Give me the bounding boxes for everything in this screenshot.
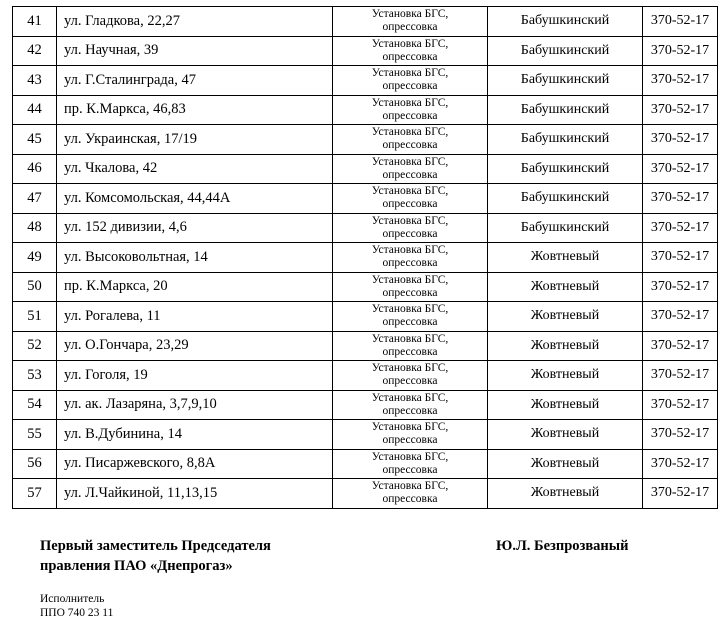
row-phone: 370-52-17	[643, 95, 718, 125]
row-work-type-line: опрессовка	[382, 257, 438, 270]
row-work-type-line: Установка БГС,	[371, 273, 449, 286]
gas-works-table	[12, 6, 718, 509]
table-row	[13, 479, 718, 509]
row-number: 53	[13, 361, 57, 391]
row-work-type-line: Установка БГС,	[371, 450, 449, 463]
row-work-type-line: Установка БГС,	[371, 126, 449, 139]
row-address: ул. Писаржевского, 8,8А	[57, 449, 333, 479]
row-number: 52	[13, 331, 57, 361]
table-row	[13, 154, 718, 184]
row-work-type-line: опрессовка	[382, 80, 438, 93]
row-work-type-line: Установка БГС,	[371, 421, 449, 434]
row-number: 43	[13, 66, 57, 96]
row-phone: 370-52-17	[643, 361, 718, 391]
row-work-type-line: опрессовка	[382, 109, 438, 122]
row-work-type-line: опрессовка	[382, 404, 438, 417]
row-work-type	[333, 479, 488, 509]
row-district: Бабушкинский	[488, 125, 643, 155]
table-row	[13, 213, 718, 243]
row-work-type	[333, 243, 488, 273]
row-work-type-line: Установка БГС,	[371, 67, 449, 80]
table-row	[13, 125, 718, 155]
row-district: Жовтневый	[488, 479, 643, 509]
row-work-type	[333, 331, 488, 361]
row-address: ул. Гоголя, 19	[57, 361, 333, 391]
table-row	[13, 272, 718, 302]
table-row	[13, 390, 718, 420]
row-district: Жовтневый	[488, 331, 643, 361]
row-work-type	[333, 184, 488, 214]
row-work-type-line: Установка БГС,	[371, 362, 449, 375]
row-work-type	[333, 390, 488, 420]
row-address: ул. Рогалева, 11	[57, 302, 333, 332]
row-address: ул. Украинская, 17/19	[57, 125, 333, 155]
row-district: Бабушкинский	[488, 7, 643, 37]
row-work-type	[333, 302, 488, 332]
row-number: 56	[13, 449, 57, 479]
row-number: 55	[13, 420, 57, 450]
row-phone: 370-52-17	[643, 390, 718, 420]
row-address: ул. Л.Чайкиной, 11,13,15	[57, 479, 333, 509]
row-phone: 370-52-17	[643, 7, 718, 37]
row-work-type-line: опрессовка	[382, 434, 438, 447]
signature-block	[40, 536, 271, 576]
row-district: Жовтневый	[488, 390, 643, 420]
row-work-type-line: Установка БГС,	[371, 8, 449, 21]
row-district: Бабушкинский	[488, 36, 643, 66]
row-district: Бабушкинский	[488, 184, 643, 214]
table-body	[13, 7, 718, 509]
row-work-type-line: Установка БГС,	[371, 37, 449, 50]
row-work-type-line: опрессовка	[382, 227, 438, 240]
executor-block	[40, 592, 113, 620]
row-phone: 370-52-17	[643, 243, 718, 273]
table-row	[13, 36, 718, 66]
row-address: ул. О.Гончара, 23,29	[57, 331, 333, 361]
row-number: 46	[13, 154, 57, 184]
row-work-type	[333, 95, 488, 125]
row-work-type-line: Установка БГС,	[371, 480, 449, 493]
table-row	[13, 66, 718, 96]
row-work-type-line: Установка БГС,	[371, 332, 449, 345]
signature-title-line2: правления ПАО «Днепрогаз»	[40, 558, 233, 574]
row-district: Жовтневый	[488, 361, 643, 391]
executor-contact: ППО 740 23 11	[40, 607, 114, 619]
row-district: Бабушкинский	[488, 66, 643, 96]
row-number: 57	[13, 479, 57, 509]
row-address: ул. 152 дивизии, 4,6	[57, 213, 333, 243]
row-address: пр. К.Маркса, 20	[57, 272, 333, 302]
row-work-type-line: опрессовка	[382, 139, 438, 152]
table-row	[13, 95, 718, 125]
row-district: Бабушкинский	[488, 154, 643, 184]
executor-label: Исполнитель	[40, 593, 105, 605]
row-phone: 370-52-17	[643, 213, 718, 243]
row-phone: 370-52-17	[643, 302, 718, 332]
row-work-type-line: опрессовка	[382, 50, 438, 63]
row-work-type-line: Установка БГС,	[371, 303, 449, 316]
row-number: 42	[13, 36, 57, 66]
row-number: 49	[13, 243, 57, 273]
row-work-type-line: Установка БГС,	[371, 185, 449, 198]
table-row	[13, 361, 718, 391]
row-work-type	[333, 36, 488, 66]
table-row	[13, 331, 718, 361]
table-row	[13, 184, 718, 214]
row-district: Жовтневый	[488, 420, 643, 450]
row-work-type	[333, 66, 488, 96]
row-phone: 370-52-17	[643, 272, 718, 302]
table-row	[13, 7, 718, 37]
row-work-type	[333, 213, 488, 243]
row-address: ул. Чкалова, 42	[57, 154, 333, 184]
row-work-type-line: опрессовка	[382, 198, 438, 211]
row-phone: 370-52-17	[643, 420, 718, 450]
signer-name: Ю.Л. Безпрозваный	[496, 538, 629, 554]
row-work-type-line: опрессовка	[382, 493, 438, 506]
row-district: Бабушкинский	[488, 95, 643, 125]
row-work-type	[333, 420, 488, 450]
table-row	[13, 449, 718, 479]
row-address: пр. К.Маркса, 46,83	[57, 95, 333, 125]
row-work-type-line: Установка БГС,	[371, 391, 449, 404]
signature-title-line1: Первый заместитель Председателя	[40, 538, 271, 554]
table-row	[13, 420, 718, 450]
row-phone: 370-52-17	[643, 449, 718, 479]
row-address: ул. В.Дубинина, 14	[57, 420, 333, 450]
row-address: ул. Гладкова, 22,27	[57, 7, 333, 37]
row-number: 54	[13, 390, 57, 420]
row-district: Жовтневый	[488, 449, 643, 479]
row-work-type-line: опрессовка	[382, 168, 438, 181]
row-phone: 370-52-17	[643, 331, 718, 361]
row-number: 41	[13, 7, 57, 37]
row-work-type-line: опрессовка	[382, 345, 438, 358]
row-work-type-line: опрессовка	[382, 286, 438, 299]
row-work-type-line: Установка БГС,	[371, 244, 449, 257]
row-district: Жовтневый	[488, 272, 643, 302]
row-work-type	[333, 7, 488, 37]
row-work-type-line: опрессовка	[382, 375, 438, 388]
row-work-type	[333, 125, 488, 155]
row-number: 47	[13, 184, 57, 214]
row-number: 45	[13, 125, 57, 155]
row-number: 51	[13, 302, 57, 332]
row-district: Жовтневый	[488, 302, 643, 332]
row-address: ул. Научная, 39	[57, 36, 333, 66]
row-phone: 370-52-17	[643, 184, 718, 214]
row-number: 44	[13, 95, 57, 125]
table-row	[13, 243, 718, 273]
row-work-type-line: Установка БГС,	[371, 96, 449, 109]
row-number: 50	[13, 272, 57, 302]
row-address: ул. ак. Лазаряна, 3,7,9,10	[57, 390, 333, 420]
row-work-type-line: опрессовка	[382, 316, 438, 329]
row-work-type-line: опрессовка	[382, 463, 438, 476]
row-phone: 370-52-17	[643, 36, 718, 66]
row-work-type-line: Установка БГС,	[371, 155, 449, 168]
row-district: Бабушкинский	[488, 213, 643, 243]
row-phone: 370-52-17	[643, 154, 718, 184]
row-phone: 370-52-17	[643, 125, 718, 155]
row-district: Жовтневый	[488, 243, 643, 273]
row-phone: 370-52-17	[643, 479, 718, 509]
row-work-type-line: Установка БГС,	[371, 214, 449, 227]
row-work-type-line: опрессовка	[382, 21, 438, 34]
row-address: ул. Г.Сталинграда, 47	[57, 66, 333, 96]
row-work-type	[333, 154, 488, 184]
row-address: ул. Высоковольтная, 14	[57, 243, 333, 273]
row-number: 48	[13, 213, 57, 243]
row-work-type	[333, 272, 488, 302]
row-phone: 370-52-17	[643, 66, 718, 96]
table-row	[13, 302, 718, 332]
row-address: ул. Комсомольская, 44,44А	[57, 184, 333, 214]
row-work-type	[333, 361, 488, 391]
row-work-type	[333, 449, 488, 479]
